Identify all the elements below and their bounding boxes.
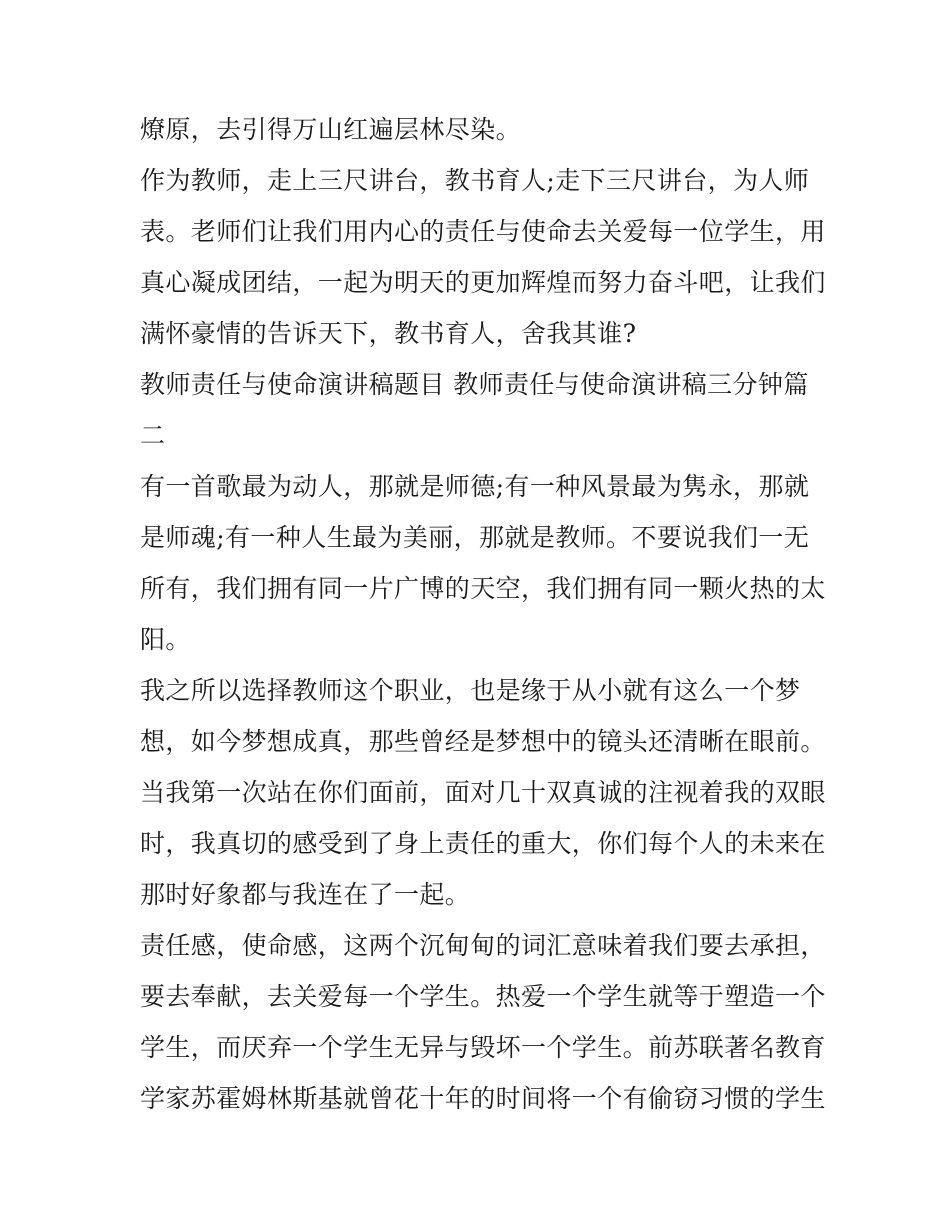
text-line: 满怀豪情的告诉天下，教书育人，舍我其谁? <box>140 319 637 348</box>
text-line: 责任感，使命感，这两个沉甸甸的词汇意味着我们要去承担， <box>140 931 826 960</box>
text-line: 所有，我们拥有同一片广博的天空，我们拥有同一颗火热的太 <box>140 574 826 603</box>
text-line: 要去奉献，去关爱每一个学生。热爱一个学生就等于塑造一个 <box>140 982 826 1011</box>
text-line: 我之所以选择教师这个职业，也是缘于从小就有这么一个梦 <box>140 676 801 705</box>
text-line: 表。老师们让我们用内心的责任与使命去关爱每一位学生，用 <box>140 217 826 246</box>
text-line: 是师魂;有一种人生最为美丽，那就是教师。不要说我们一无 <box>140 523 810 552</box>
section-heading-line: 教师责任与使命演讲稿题目 教师责任与使命演讲稿三分钟篇 <box>140 370 809 399</box>
text-line: 学生，而厌弃一个学生无异与毁坏一个学生。前苏联著名教育 <box>140 1033 826 1062</box>
text-line: 那时好象都与我连在了一起。 <box>140 880 471 909</box>
text-line: 学家苏霍姆林斯基就曾花十年的时间将一个有偷窃习惯的学生 <box>140 1084 826 1113</box>
text-line: 有一首歌最为动人，那就是师德;有一种风景最为隽永，那就 <box>140 472 810 501</box>
section-heading-line: 二 <box>140 421 166 450</box>
text-line: 时，我真切的感受到了身上责任的重大，你们每个人的未来在 <box>140 829 826 858</box>
text-line: 阳。 <box>140 625 191 654</box>
text-line: 真心凝成团结，一起为明天的更加辉煌而努力奋斗吧，让我们 <box>140 268 826 297</box>
text-line: 燎原，去引得万山红遍层林尽染。 <box>140 115 522 144</box>
text-line: 作为教师，走上三尺讲台，教书育人;走下三尺讲台，为人师 <box>140 166 810 195</box>
text-line: 当我第一次站在你们面前，面对几十双真诚的注视着我的双眼 <box>140 778 826 807</box>
document-body <box>140 104 826 1124</box>
text-line: 想，如今梦想成真，那些曾经是梦想中的镜头还清晰在眼前。 <box>140 727 826 756</box>
